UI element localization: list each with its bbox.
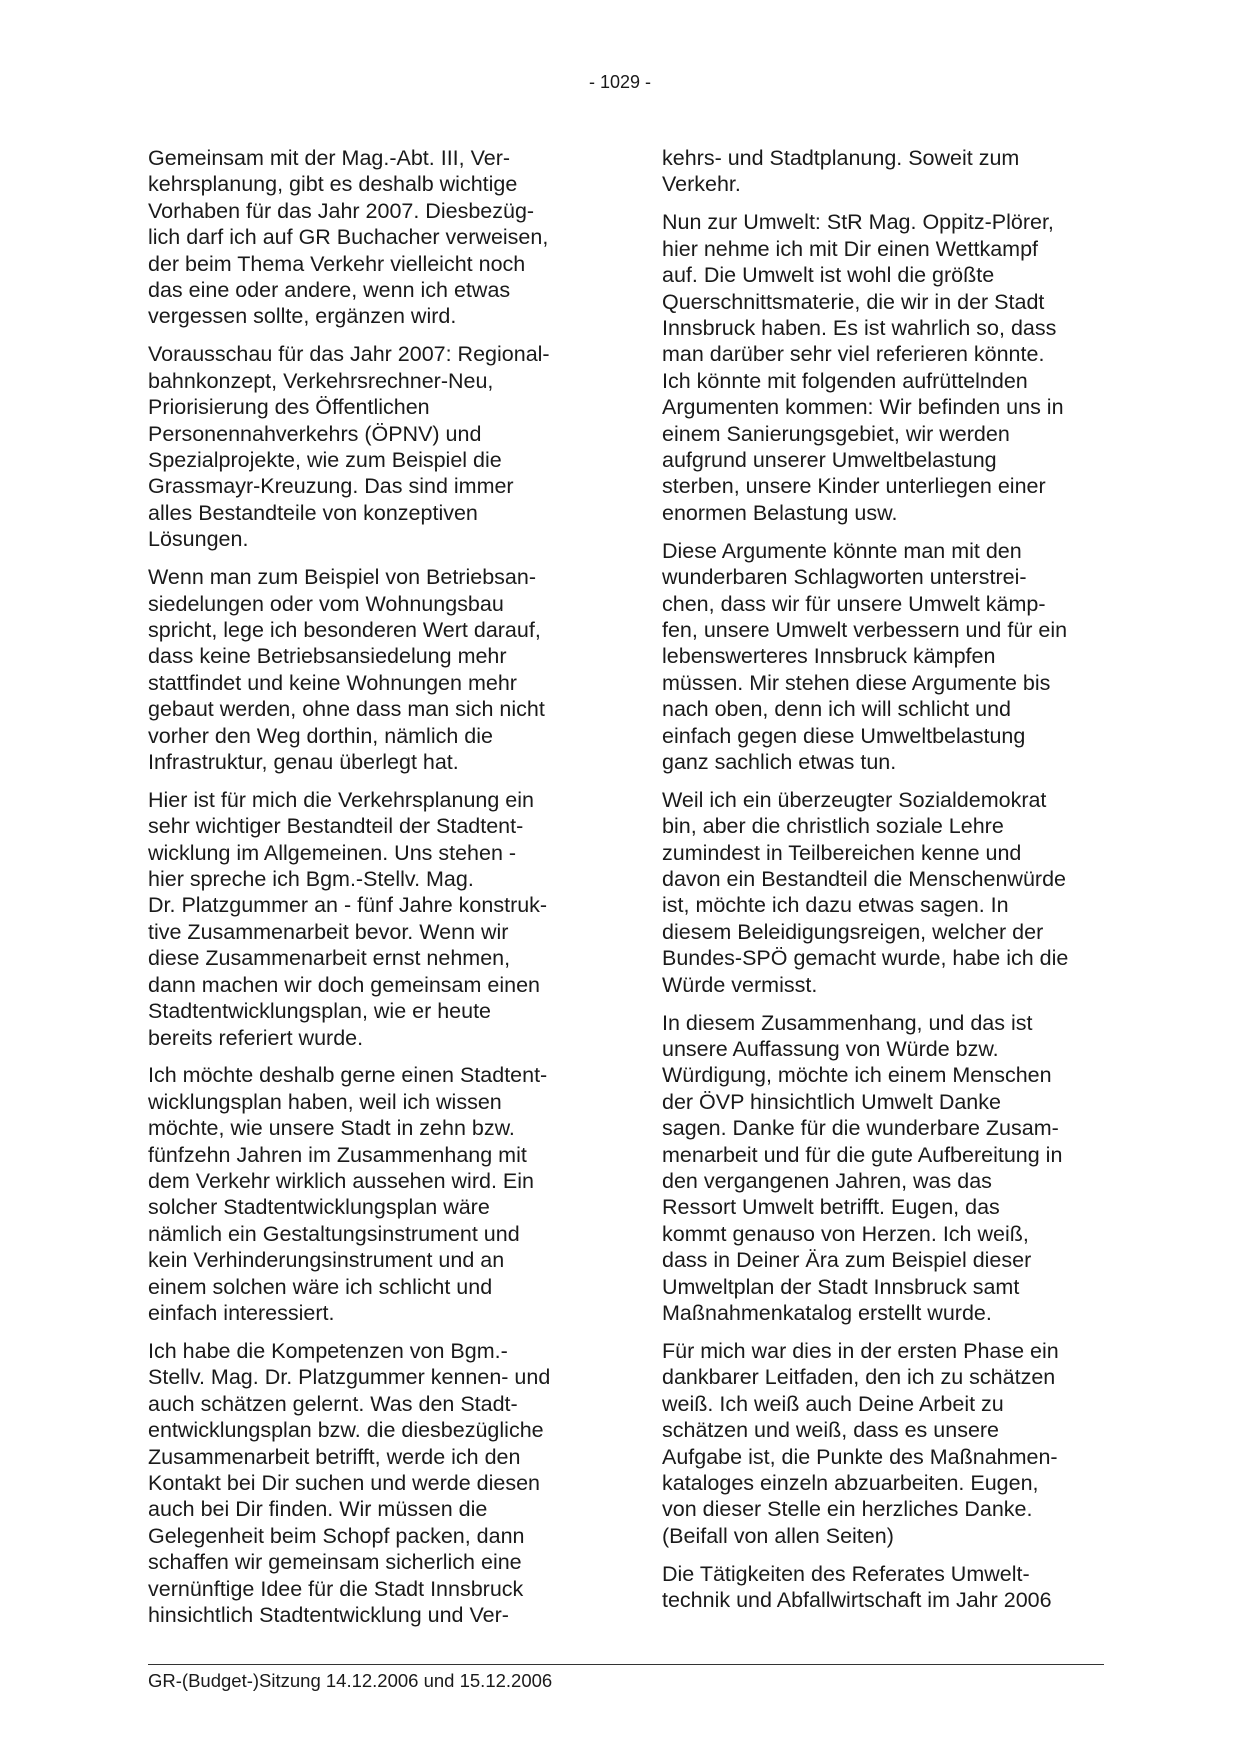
paragraph: Für mich war dies in der ersten Phase ein dankbarer Leitfaden, den ich zu schätzen weiß. Ich weiß auch Deine Arbeit zu schätzen und weiß, dass es unsere Aufgabe ist, die Punkte des Maßnahmen- kataloges einzeln abzuarbeiten. Eugen, von dieser Stelle ein herzliches Danke. (Beifall von allen Seiten) [662, 1338, 1059, 1548]
paragraph: Diese Argumente könnte man mit den wunderbaren Schlagworten unterstrei- chen, dass wir für unsere Umwelt kämp- fen, unsere Umwelt verbessern und für ein lebenswerteres Innsbruck kämpfen müssen. Mir stehen diese Argumente bis nach oben, denn ich will schlicht und einfach gegen diese Umweltbelastung ganz sachlich etwas tun. [662, 538, 1068, 774]
left-text-column [148, 145, 586, 1640]
paragraph: In diesem Zusammenhang, und das ist unsere Auffassung von Würde bzw. Würdigung, möchte ich einem Menschen der ÖVP hinsichtlich Umwelt Danke sagen. Danke für die wunderbare Zusam- menarbeit und für die gute Aufbereitung in den vergangenen Jahren, was das Ressort Umwelt betrifft. Eugen, das kommt genauso von Herzen. Ich weiß, dass in Deiner Ära zum Beispiel dieser Umweltplan der Stadt Innsbruck samt Maßnahmenkatalog erstellt wurde. [662, 1010, 1063, 1326]
footer-session-title: GR-(Budget-)Sitzung 14.12.2006 und 15.12.2006 [148, 1670, 553, 1691]
paragraph: Wenn man zum Beispiel von Betriebsan- siedelungen oder vom Wohnungsbau spricht, lege ich besonderen Wert darauf, dass keine Betriebsansiedelung mehr stattfindet und keine Wohnungen mehr gebaut werden, ohne dass man sich nicht vorher den Weg dorthin, nämlich die Infrastruktur, genau überlegt hat. [148, 565, 545, 774]
paragraph: Ich möchte deshalb gerne einen Stadtent- wicklungsplan haben, weil ich wissen möchte, wie unsere Stadt in zehn bzw. fünfzehn Jahren im Zusammenhang mit dem Verkehr wirklich aussehen wird. Ein solcher Stadtentwicklungsplan wäre nämlich ein Gestaltungsinstrument und kein Verhinderungsinstrument und an einem solchen wäre ich schlicht und einfach interessiert. [148, 1063, 548, 1326]
footer-divider [148, 1664, 1104, 1665]
paragraph: Hier ist für mich die Verkehrsplanung ein sehr wichtiger Bestandteil der Stadtent- wicklung im Allgemeinen. Uns stehen - hier spreche ich Bgm.-Stellv. Mag. Dr. Platzgummer an - fünf Jahre konstruk- tive Zusammenarbeit bevor. Wenn wir diese Zusammenarbeit ernst nehmen, dann machen wir doch gemeinsam einen Stadtentwicklungsplan, wie er heute bereits referiert wurde. [148, 787, 548, 1050]
right-text-column [662, 145, 1107, 1625]
paragraph: Vorausschau für das Jahr 2007: Regional- bahnkonzept, Verkehrsrechner-Neu, Priorisierung des Öffentlichen Personennahverkehrs (ÖPNV) und Spezialprojekte, wie zum Beispiel die Grassmayr-Kreuzung. Das sind immer alles Bestandteile von konzeptiven Lösungen. [148, 342, 550, 552]
paragraph: kehrs- und Stadtplanung. Soweit zum Verkehr. [662, 146, 1020, 197]
paragraph: Gemeinsam mit der Mag.-Abt. III, Ver- kehrsplanung, gibt es deshalb wichtige Vorhaben für das Jahr 2007. Diesbezüg- lich darf ich auf GR Buchacher verweisen, der beim Thema Verkehr vielleicht noch das eine oder andere, wenn ich etwas vergessen sollte, ergänzen wird. [148, 146, 549, 329]
page-number: - 1029 - [588, 72, 652, 92]
paragraph: Weil ich ein überzeugter Sozialdemokrat bin, aber die christlich soziale Lehre zumindest in Teilbereichen kenne und davon ein Bestandteil die Menschenwürde ist, möchte ich dazu etwas sagen. In diesem Beleidigungsreigen, welcher der Bundes-SPÖ gemacht wurde, habe ich die Würde vermisst. [662, 787, 1069, 997]
paragraph: Die Tätigkeiten des Referates Umwelt- technik und Abfallwirtschaft im Jahr 2006 [662, 1561, 1052, 1613]
paragraph: Nun zur Umwelt: StR Mag. Oppitz-Plörer, hier nehme ich mit Dir einen Wettkampf auf. Die Umwelt ist wohl die größte Querschnittsmaterie, die wir in der Stadt Innsbruck haben. Es ist wahrlich so, dass man darüber sehr viel referieren könnte. Ich könnte mit folgenden aufrüttelnden Argumenten kommen: Wir befinden uns in einem Sanierungsgebiet, wir werden aufgrund unserer Umweltbelastung sterben, unsere Kinder unterliegen einer enormen Belastung usw. [662, 210, 1064, 525]
paragraph: Ich habe die Kompetenzen von Bgm.- Stellv. Mag. Dr. Platzgummer kennen- und auch schätzen gelernt. Was den Stadt- entwicklungsplan bzw. die diesbezügliche Zusammenarbeit betrifft, werde ich den Kontakt bei Dir suchen und werde diesen auch bei Dir finden. Wir müssen die Gelegenheit beim Schopf packen, dann schaffen wir gemeinsam sicherlich eine vernünftige Idee für die Stadt Innsbruck hinsichtlich Stadtentwicklung und Ver- [148, 1338, 551, 1628]
